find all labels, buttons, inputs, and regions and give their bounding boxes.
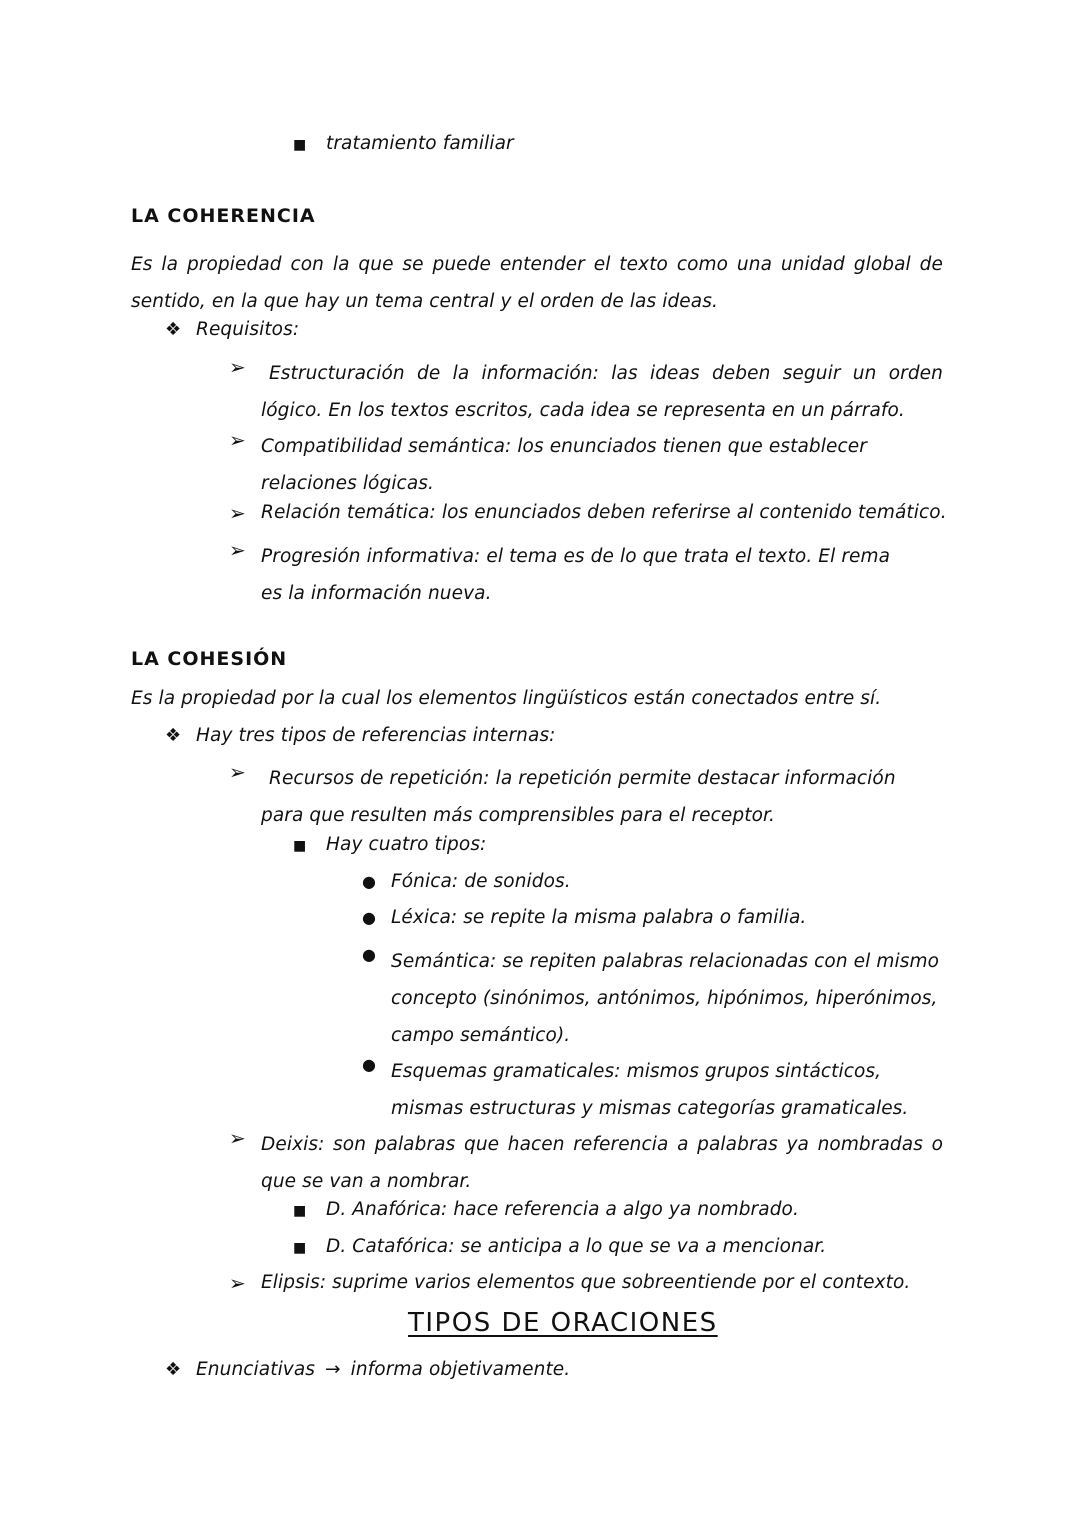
dot-bullet-icon: ● [362,872,376,891]
list-item: Estructuración de la información: las ideas deben seguir un orden lógico. En los textos escritos, cada idea se representa en un párrafo. [261,363,943,421]
section-heading-coherencia: LA COHERENCIA [131,205,316,227]
right-arrow-icon: → [325,1359,341,1380]
dot-bullet-icon: ● [362,1055,376,1074]
oracion-desc: informa objetivamente. [350,1359,571,1380]
list-item: Semántica: se repiten palabras relacionadas con el mismo concepto (sinónimos, antónimos, hipónimos, hiperónimos, campo semántico). [391,951,939,1046]
oracion-label: Enunciativas [196,1359,316,1380]
list-item: Recursos de repetición: la repetición permite destacar información para que resulten más comprensibles para el receptor. [261,768,896,826]
arrowhead-bullet-icon: ➢ [229,355,246,379]
diamond-bullet-icon: ❖ [165,725,182,746]
arrowhead-bullet-icon: ➢ [229,1271,246,1295]
page-title-tipos-oraciones: TIPOS DE ORACIONES [408,1308,718,1338]
list-item [196,1358,570,1382]
arrowhead-bullet-icon: ➢ [229,760,246,784]
coherencia-intro: Es la propiedad con la que se puede entender el texto como una unidad global de sentido, en la que hay un tema central y el orden de las ideas. [131,254,943,312]
square-bullet-icon: ■ [293,137,307,153]
list-item: Compatibilidad semántica: los enunciados tienen que establecer relaciones lógicas. [261,436,867,494]
list-item: Elipsis: suprime varios elementos que sobreentiende por el contexto. [261,1272,911,1293]
list-item: D. Anafórica: hace referencia a algo ya nombrado. [326,1199,799,1220]
arrowhead-bullet-icon: ➢ [229,428,246,452]
list-item: Relación temática: los enunciados deben referirse al contenido temático. [261,502,947,523]
square-bullet-icon: ■ [293,838,307,854]
square-bullet-icon: ■ [293,1203,307,1219]
square-bullet-icon: ■ [293,1240,307,1256]
arrowhead-bullet-icon: ➢ [229,538,246,562]
arrowhead-bullet-icon: ➢ [229,1126,246,1150]
list-item: Léxica: se repite la misma palabra o familia. [391,907,807,928]
arrowhead-bullet-icon: ➢ [229,501,246,525]
section-heading-cohesion: LA COHESIÓN [131,648,288,670]
list-item: D. Catafórica: se anticipa a lo que se va a mencionar. [326,1236,827,1257]
list-item: Deixis: son palabras que hacen referencia a palabras ya nombradas o que se van a nombrar. [261,1134,943,1192]
list-item: Hay cuatro tipos: [326,834,487,855]
diamond-bullet-icon: ❖ [165,319,182,340]
list-item: tratamiento familiar [326,133,514,154]
requisitos-label: Requisitos: [196,319,300,340]
list-item: Fónica: de sonidos. [391,871,571,892]
list-item: Esquemas gramaticales: mismos grupos sintácticos, mismas estructuras y mismas categorías gramaticales. [391,1061,909,1119]
tipos-label: Hay tres tipos de referencias internas: [196,725,556,746]
cohesion-intro: Es la propiedad por la cual los elementos lingüísticos están conectados entre sí. [131,688,882,709]
diamond-bullet-icon: ❖ [165,1359,182,1380]
list-item: Progresión informativa: el tema es de lo que trata el texto. El rema es la información nueva. [261,546,891,604]
dot-bullet-icon: ● [362,945,376,964]
dot-bullet-icon: ● [362,908,376,927]
